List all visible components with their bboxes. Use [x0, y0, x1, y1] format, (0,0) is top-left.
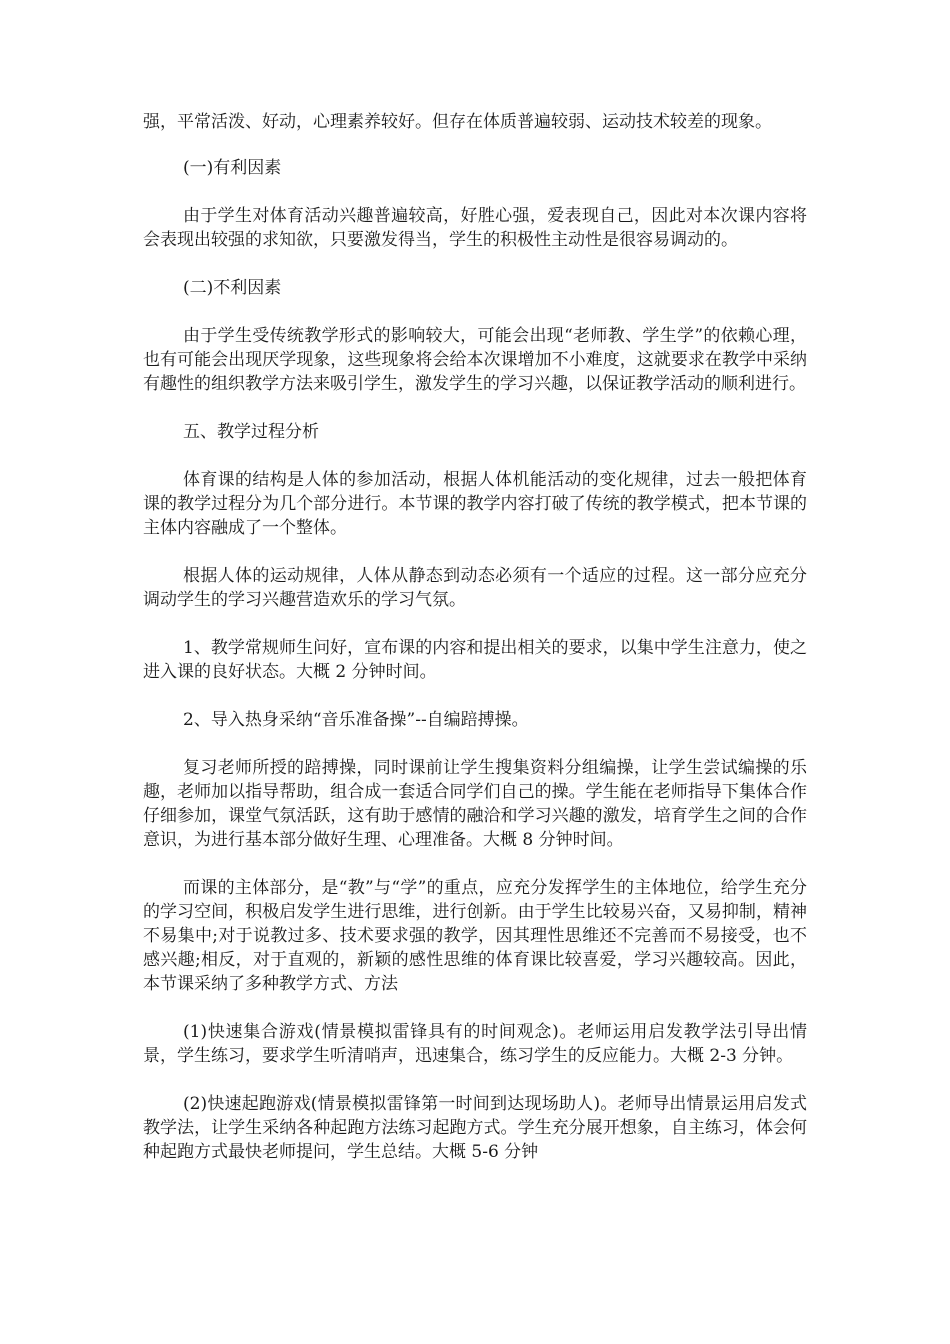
paragraph-game-2: (2)快速起跑游戏(情景模拟雷锋第一时间到达现场助人)。老师导出情景运用启发式教学法，让学生采纳各种起跑方法练习起跑方式。学生充分展开想象，自主练习，体会何种起跑方式最快老师提问，学生总结。大概 5-6 分钟: [143, 1094, 807, 1162]
paragraph-intro-continuation: 强，平常活泼、好动，心理素养较好。但存在体质普遍较弱、运动技术较差的现象。: [143, 112, 772, 132]
paragraph-step-2: 2、导入热身采纳“音乐准备操”--自编踣搏操。: [183, 710, 529, 730]
paragraph-movement-rules: 根据人体的运动规律，人体从静态到动态必须有一个适应的过程。这一部分应充分调动学生的学习兴趣营造欢乐的学习气氛。: [143, 566, 807, 610]
paragraph-step-1: 1、教学常规师生问好，宣布课的内容和提出相关的要求，以集中学生注意力，使之进入课的良好状态。大概 2 分钟时间。: [143, 638, 807, 682]
heading-unfavorable-factors: (二)不利因素: [183, 278, 282, 298]
paragraph-class-structure: 体育课的结构是人体的参加活动，根据人体机能活动的变化规律，过去一般把体育课的教学过程分为几个部分进行。本节课的教学内容打破了传统的教学模式，把本节课的主体内容融成了一个整体。: [143, 470, 807, 538]
paragraph-favorable-factors: 由于学生对体育活动兴趣普遍较高，好胜心强，爱表现自己，因此对本次课内容将会表现出较强的求知欲，只要激发得当，学生的积极性主动性是很容易调动的。: [143, 206, 807, 250]
document-body: [143, 110, 807, 1188]
paragraph-unfavorable-factors: 由于学生受传统教学形式的影响较大，可能会出现“老师教、学生学”的依赖心理，也有可能会出现厌学现象，这些现象将会给本次课增加不小难度，这就要求在教学中采纳有趣性的组织教学方法来吸引学生，激发学生的学习兴趣，以保证教学活动的顺利进行。: [143, 326, 807, 394]
paragraph-main-part: 而课的主体部分，是“教”与“学”的重点，应充分发挥学生的主体地位，给学生充分的学习空间，积极启发学生进行思维，进行创新。由于学生比较易兴奋，又易抑制，精神不易集中;对于说教过多、技术要求强的教学，因其理性思维还不完善而不易接受，也不感兴趣;相反，对于直观的，新颖的感性思维的体育课比较喜爱，学习兴趣较高。因此，本节课采纳了多种教学方式、方法: [143, 878, 807, 994]
heading-teaching-process: 五、教学过程分析: [183, 422, 319, 442]
paragraph-review-exercise: 复习老师所授的踣搏操，同时课前让学生搜集资料分组编操，让学生尝试编操的乐趣，老师加以指导帮助，组合成一套适合同学们自己的操。学生能在老师指导下集体合作仔细参加，课堂气氛活跃，这有助于感情的融洽和学习兴趣的激发，培育学生之间的合作意识，为进行基本部分做好生理、心理准备。大概 8 分钟时间。: [143, 758, 807, 850]
heading-favorable-factors: (一)有利因素: [183, 158, 282, 178]
paragraph-game-1: (1)快速集合游戏(情景模拟雷锋具有的时间观念)。老师运用启发教学法引导出情景，学生练习，要求学生听清哨声，迅速集合，练习学生的反应能力。大概 2-3 分钟。: [143, 1022, 807, 1066]
